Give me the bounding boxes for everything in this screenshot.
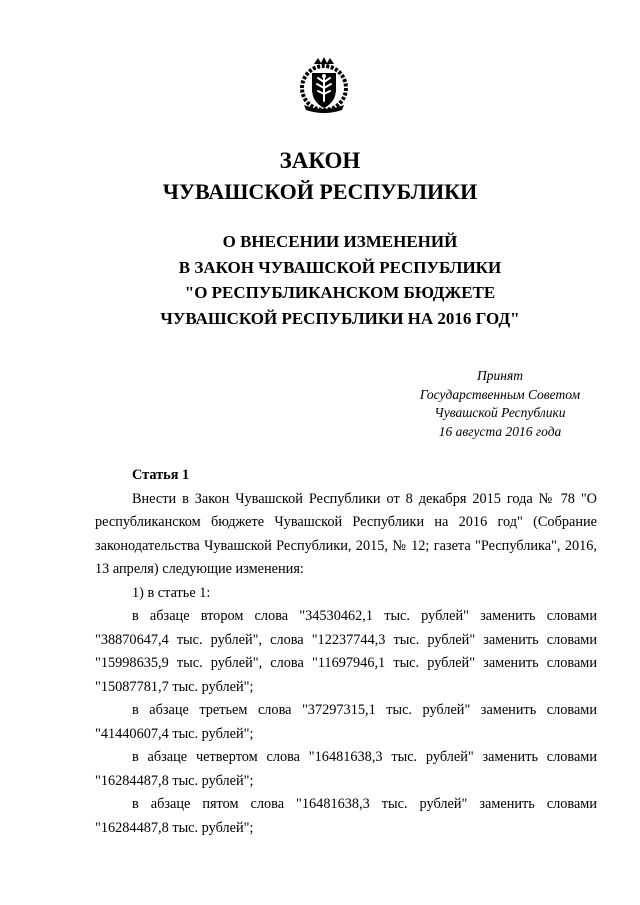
subtitle-line: ЧУВАШСКОЙ РЕСПУБЛИКИ НА 2016 ГОД" [160, 308, 520, 328]
subtitle-line: "О РЕСПУБЛИКАНСКОМ БЮДЖЕТЕ [184, 283, 496, 303]
adoption-note [400, 367, 600, 441]
subtitle-line: В ЗАКОН ЧУВАШСКОЙ РЕСПУБЛИКИ [178, 257, 502, 277]
adoption-line: Государственным Советом [419, 386, 581, 402]
article-heading: Статья 1 [132, 467, 190, 483]
article-body [95, 464, 597, 840]
article-paragraph: 1) в статье 1: [132, 584, 211, 601]
subtitle-line: О ВНЕСЕНИИ ИЗМЕНЕНИЙ [222, 232, 458, 251]
article-paragraph: Внести в Закон Чувашской Республики от 8 декабря 2015 года № 78 "О республиканском бюджете Чувашской Республики на 2016 год" (Собрание законодательства Чувашской Республики, 2015, № 12; газета "Республика", 2016, 13 апреля) следующие изменения: [95, 490, 597, 577]
chuvash-republic-coat-of-arms-icon [294, 55, 354, 115]
law-subtitle [0, 229, 640, 331]
adoption-line: Чувашской Республики [434, 405, 566, 420]
article-paragraph: в абзаце третьем слова "37297315,1 тыс. рублей" заменить словами "41440607,4 тыс. рублей"; [95, 702, 597, 742]
article-paragraph: в абзаце четвертом слова "16481638,3 тыс. рублей" заменить словами "16284487,8 тыс. рублей"; [95, 749, 597, 789]
article-paragraph: в абзаце втором слова "34530462,1 тыс. рублей" заменить словами "38870647,4 тыс. рублей", слова "12237744,3 тыс. рублей" заменить словами "15998635,9 тыс. рублей", слова "11697946,1 тыс. рублей" заменить словами "15087781,7 тыс. рублей"; [95, 608, 597, 695]
law-title: ЗАКОН [279, 148, 361, 173]
adoption-date: 16 августа 2016 года [438, 423, 562, 439]
adoption-line: Принят [477, 368, 523, 383]
article-paragraph: в абзаце пятом слова "16481638,3 тыс. рублей" заменить словами "16284487,8 тыс. рублей"; [95, 796, 597, 836]
republic-title: ЧУВАШСКОЙ РЕСПУБЛИКИ [162, 179, 478, 204]
